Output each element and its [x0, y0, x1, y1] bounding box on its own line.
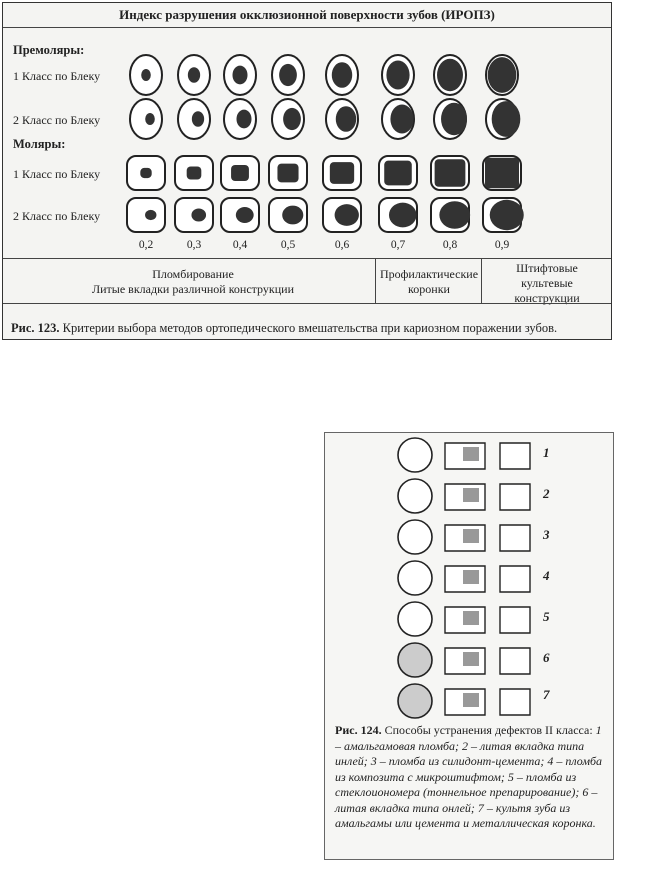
group-crowns [377, 267, 481, 297]
filling-shape [463, 529, 479, 543]
method-drawing [398, 643, 530, 677]
tooth-drawing [178, 55, 210, 95]
filling-shape [463, 488, 479, 502]
tooth-drawing [130, 99, 162, 139]
index-value-2: 0,4 [232, 239, 248, 251]
filling-shape [463, 693, 479, 707]
cavity-shape [485, 158, 519, 188]
index-value-1: 0,3 [186, 239, 202, 251]
tooth-top-view [398, 479, 432, 513]
tooth-drawing [221, 198, 259, 232]
filling-shape [463, 447, 479, 461]
cavity-shape [332, 62, 352, 88]
cavity-shape [231, 165, 249, 181]
filling-shape [463, 652, 479, 666]
tooth-section-view [500, 689, 530, 715]
tooth-drawing [483, 198, 524, 232]
tooth-drawing [486, 99, 520, 139]
cavity-shape [488, 57, 517, 93]
cavity-shape [336, 106, 356, 132]
cavity-shape [140, 168, 151, 178]
tooth-top-view [398, 520, 432, 554]
group-filling-line1: Пломбирование [152, 267, 234, 281]
cavity-shape [236, 207, 254, 223]
molars-label: Моляры: [13, 137, 66, 151]
tooth-section-view [500, 484, 530, 510]
cavity-shape [437, 59, 463, 91]
index-value-5: 0,7 [390, 239, 406, 251]
row-label-molar-1: 1 Класс по Блеку [13, 167, 101, 181]
tooth-top-view [398, 602, 432, 636]
cavity-shape [145, 113, 155, 125]
method-number-4: 4 [543, 568, 550, 583]
filling-shape [463, 611, 479, 625]
tooth-drawing [127, 198, 165, 232]
tooth-drawing [382, 55, 414, 95]
cavity-shape [386, 61, 409, 90]
cavity-shape [191, 208, 206, 221]
cavity-shape [187, 166, 202, 179]
group-crowns-line2: коронки [408, 282, 450, 296]
figure-123-caption-text: Критерии выбора методов ортопедического вмешательства при кариозном поражении зубов. [62, 321, 558, 335]
cavity-shape [188, 67, 200, 82]
tooth-section-view [500, 648, 530, 674]
method-number-6: 6 [543, 650, 550, 665]
index-value-4: 0,6 [334, 239, 350, 251]
group-filling [23, 267, 363, 297]
tooth-drawing [326, 55, 358, 95]
cavity-shape [441, 103, 467, 135]
method-drawing [398, 561, 530, 595]
cavity-shape [141, 69, 151, 81]
tooth-drawing [431, 156, 469, 190]
method-number-1: 1 [543, 445, 550, 460]
cavity-shape [389, 203, 417, 228]
filling-shape [463, 570, 479, 584]
cavity-shape [236, 110, 251, 129]
figure-124-caption-label: Рис. 124. [335, 723, 382, 737]
tooth-drawing [221, 156, 259, 190]
tooth-top-view [398, 438, 432, 472]
group-separator-2 [481, 258, 482, 303]
method-drawing [398, 438, 530, 472]
group-crowns-line1: Профилактические [379, 267, 479, 281]
figure-124-caption [335, 723, 607, 832]
method-drawing [398, 602, 530, 636]
figure-123-caption-label: Рис. 123. [11, 321, 60, 335]
tooth-drawing [178, 99, 210, 139]
tooth-drawing [323, 156, 361, 190]
method-number-7: 7 [543, 687, 550, 702]
cavity-shape [435, 159, 466, 187]
cavity-shape [192, 111, 204, 126]
tooth-drawing [224, 99, 256, 139]
figure-124-caption-items: 1 – амальгамовая пломба; 2 – литая вкладка типа инлей; 3 – пломба из силидонт-цемента; 4 – пломба из композита с микроштифтом; 5 – пломба из стеклоиономера (тоннельное препарирование); 6 – литая вкладка типа онлей; 7 – культя зуба из амальгамы или цемента и металлическая коронка. [335, 723, 603, 830]
tooth-drawing [130, 55, 162, 95]
tooth-top-view [398, 684, 432, 718]
tooth-section-view [500, 443, 530, 469]
tooth-drawing [272, 99, 304, 139]
method-drawing [398, 684, 530, 718]
cavity-shape [330, 162, 354, 184]
tooth-drawing [175, 198, 213, 232]
method-number-2: 2 [543, 486, 550, 501]
index-value-3: 0,5 [280, 239, 296, 251]
cavity-shape [282, 206, 303, 225]
tooth-top-view [398, 643, 432, 677]
figure-124 [324, 432, 614, 860]
tooth-drawing [382, 99, 414, 139]
tooth-drawing [434, 99, 467, 139]
cavity-shape [390, 105, 413, 134]
tooth-drawing [326, 99, 358, 139]
tooth-section-view [500, 525, 530, 551]
row-label-premolar-1: 1 Класс по Блеку [13, 69, 101, 83]
cavity-shape [279, 64, 297, 86]
index-value-0: 0,2 [138, 239, 154, 251]
cavity-shape [335, 204, 359, 226]
figure-123-title: Индекс разрушения окклюзионной поверхности зубов (ИРОПЗ) [119, 7, 495, 22]
group-posts-line1: Штифтовые [516, 261, 578, 275]
cavity-shape [232, 66, 247, 85]
method-number-5: 5 [543, 609, 550, 624]
group-posts-line3: конструкции [514, 291, 580, 305]
figure-123 [2, 2, 612, 340]
row-label-molar-2: 2 Класс по Блеку [13, 209, 101, 223]
tooth-drawing [486, 55, 518, 95]
cavity-shape [490, 200, 524, 230]
index-value-6: 0,8 [442, 239, 458, 251]
tooth-drawing [272, 55, 304, 95]
group-posts-line2: культевые [521, 276, 573, 290]
tooth-drawing [127, 156, 165, 190]
method-number-3: 3 [543, 527, 550, 542]
tooth-drawing [483, 156, 521, 190]
tooth-diagram-grid [3, 3, 613, 263]
cavity-shape [145, 210, 156, 220]
tooth-drawing [431, 198, 470, 232]
tooth-drawing [323, 198, 361, 232]
group-filling-line2: Литые вкладки различной конструкции [91, 282, 294, 296]
cavity-shape [277, 164, 298, 183]
cavity-shape [384, 161, 412, 186]
row-label-premolar-2: 2 Класс по Блеку [13, 113, 101, 127]
caption-divider [3, 303, 611, 304]
tooth-drawing [379, 156, 417, 190]
tooth-top-view [398, 561, 432, 595]
cavity-shape [492, 101, 521, 137]
figure-124-caption-intro: Способы устранения дефектов II класса: [384, 723, 593, 737]
index-value-7: 0,9 [494, 239, 510, 251]
tooth-drawing [175, 156, 213, 190]
defect-methods-diagram [325, 433, 615, 723]
tooth-drawing [269, 198, 307, 232]
tooth-drawing [269, 156, 307, 190]
group-posts [483, 261, 611, 306]
tooth-section-view [500, 607, 530, 633]
cavity-shape [283, 108, 301, 130]
tooth-section-view [500, 566, 530, 592]
group-separator-1 [375, 258, 376, 303]
groups-divider [3, 258, 611, 259]
method-drawing [398, 520, 530, 554]
method-drawing [398, 479, 530, 513]
tooth-drawing [434, 55, 466, 95]
figure-123-caption [11, 321, 557, 336]
tooth-drawing [224, 55, 256, 95]
premolars-label: Премоляры: [13, 43, 85, 57]
cavity-shape [439, 201, 470, 229]
tooth-drawing [379, 198, 417, 232]
